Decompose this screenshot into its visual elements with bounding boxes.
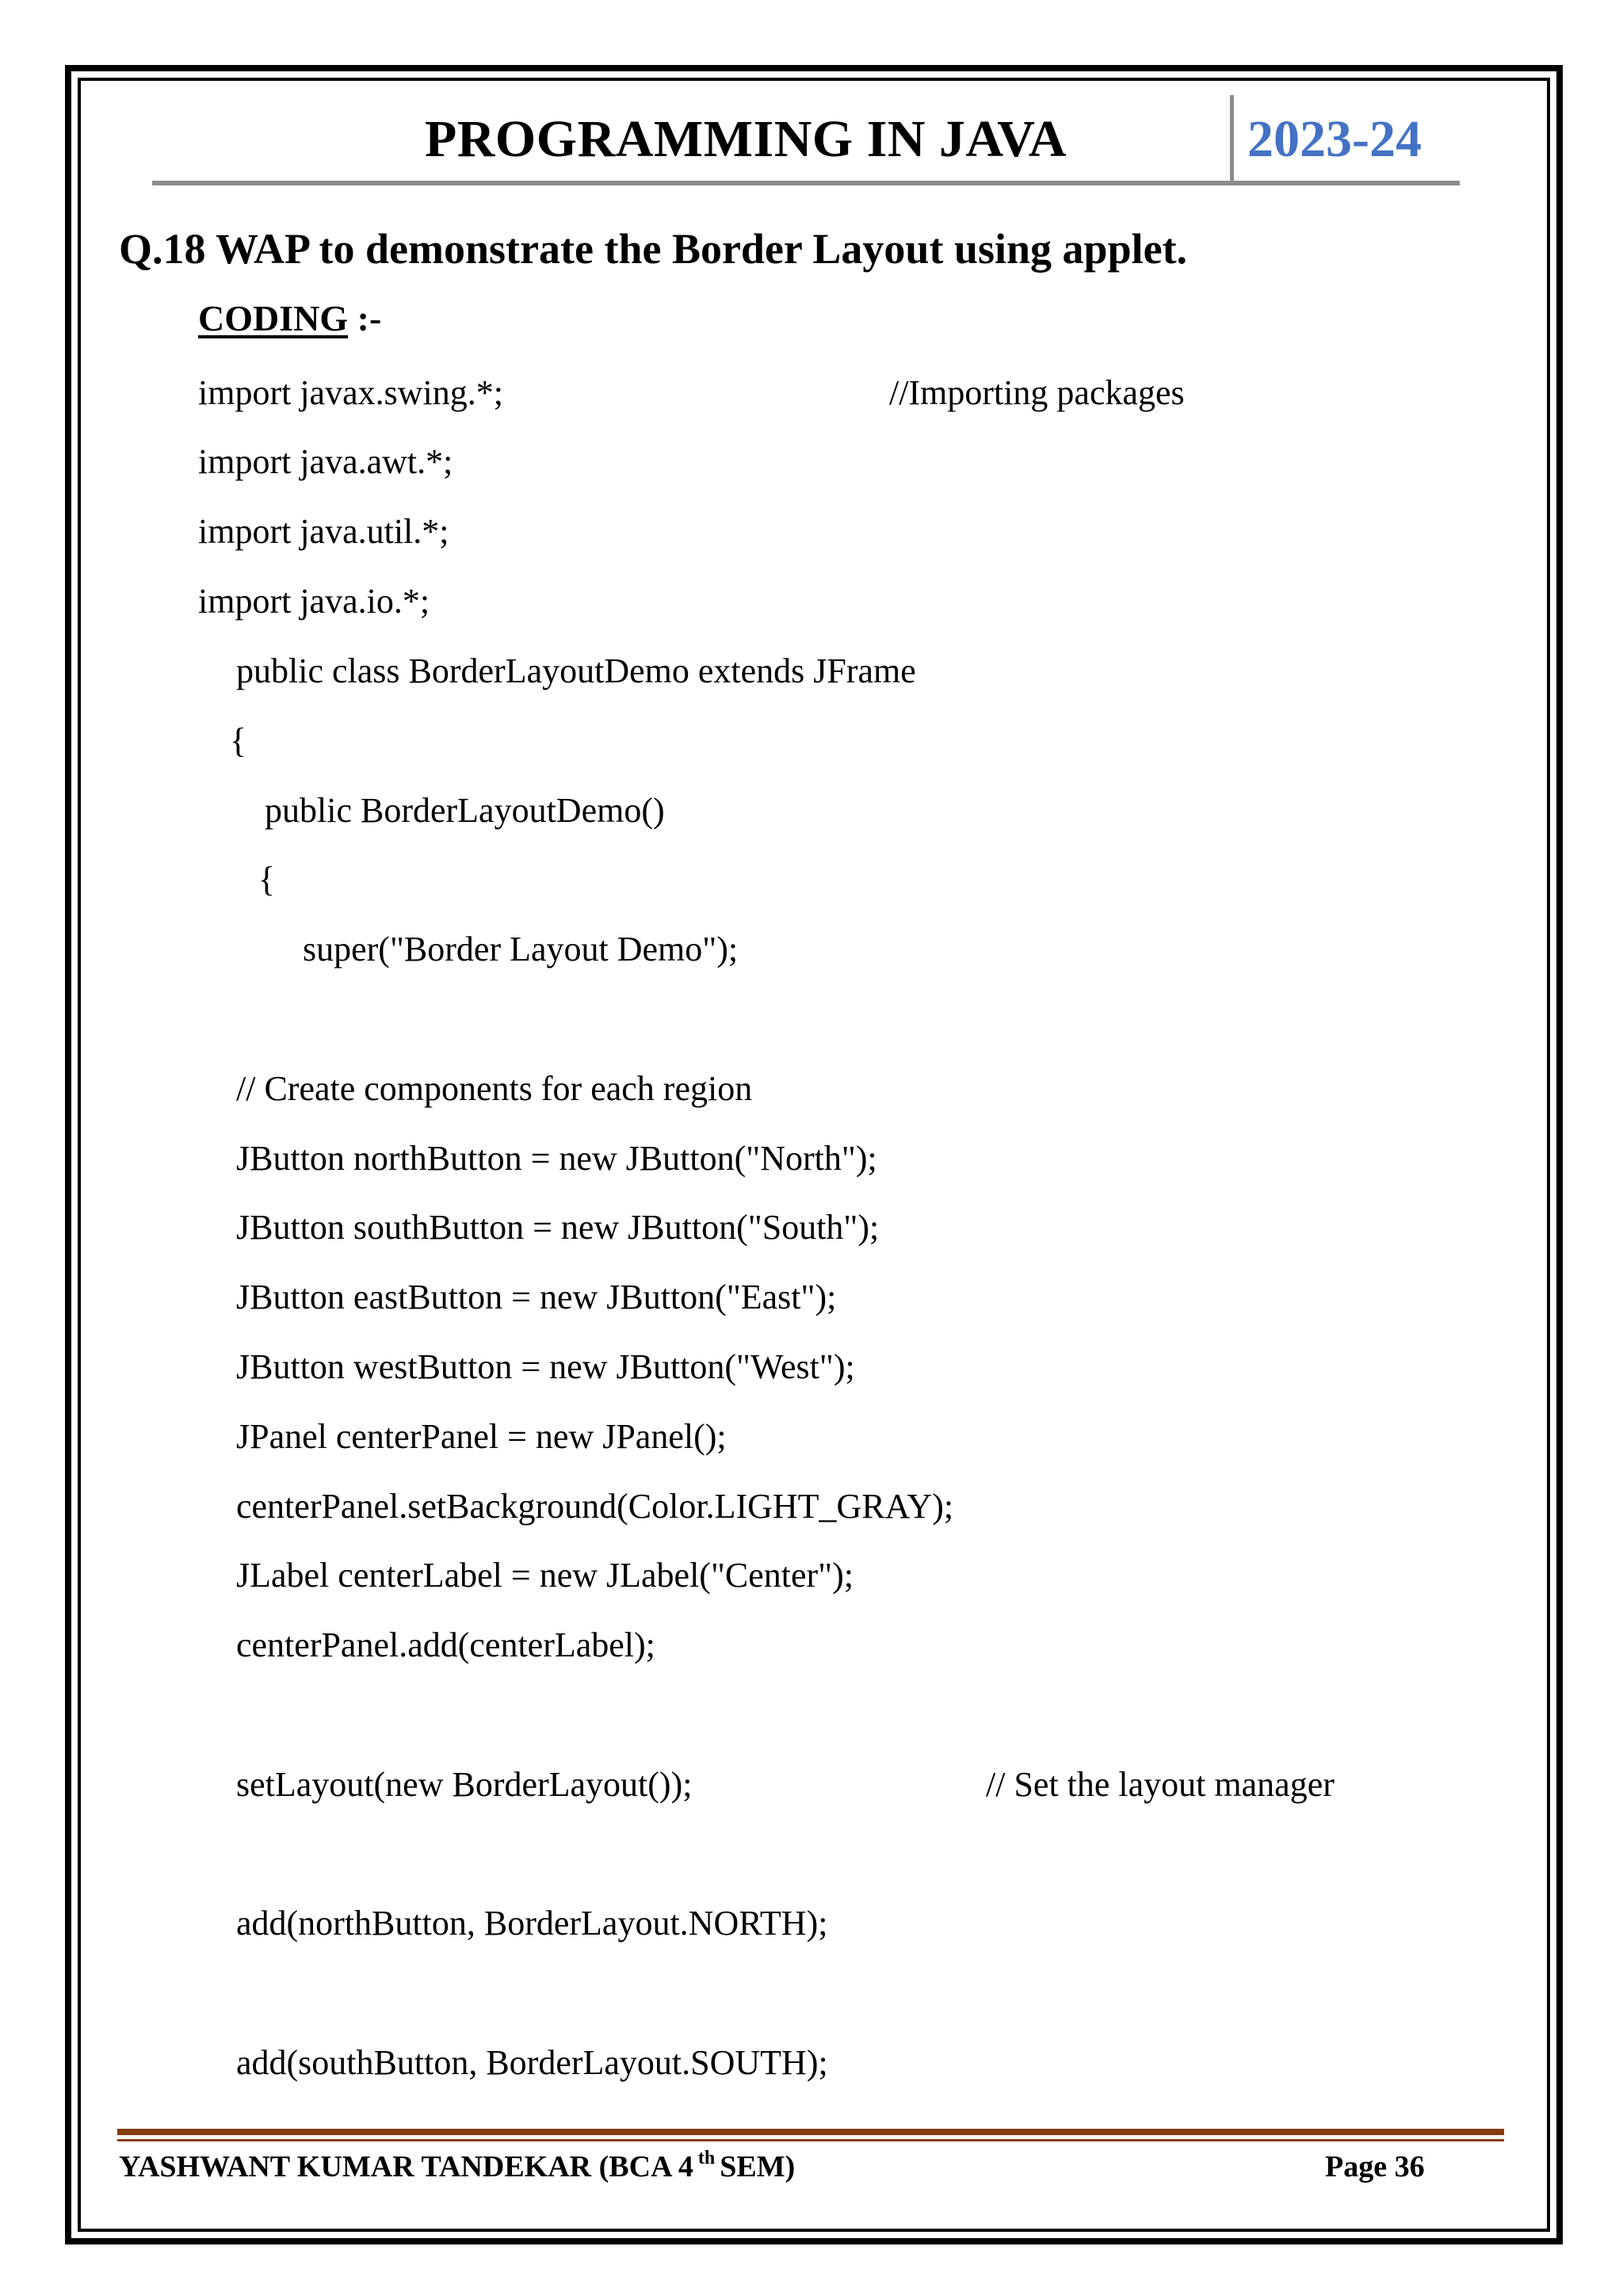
footer-author	[119, 2145, 795, 2189]
code-line: public class BorderLayoutDemo extends JFrame	[236, 651, 916, 690]
code-line: import java.util.*;	[198, 512, 449, 551]
code-line: import java.io.*;	[198, 582, 430, 621]
code-line: JPanel centerPanel = new JPanel();	[236, 1417, 727, 1456]
code-line: JButton northButton = new JButton("North");	[236, 1139, 877, 1178]
code-comment: // Create components for each region	[236, 1069, 753, 1108]
footer-author-name: YASHWANT KUMAR TANDEKAR (BCA 4	[119, 2150, 693, 2183]
code-comment: //Importing packages	[889, 373, 1185, 412]
header-rule	[152, 181, 1460, 185]
code-line: add(southButton, BorderLayout.SOUTH);	[236, 2043, 828, 2082]
code-line: JButton westButton = new JButton("West");	[236, 1347, 855, 1386]
header-title: PROGRAMMING IN JAVA	[424, 110, 1067, 168]
code-line: {	[230, 721, 247, 760]
code-line: JButton eastButton = new JButton("East");	[236, 1278, 837, 1316]
coding-heading	[198, 293, 381, 344]
footer-rule	[117, 2129, 1504, 2135]
coding-suffix: :-	[348, 298, 382, 338]
code-line: JButton southButton = new JButton("South");	[236, 1208, 880, 1247]
code-line: add(northButton, BorderLayout.NORTH);	[236, 1904, 828, 1943]
code-line: public BorderLayoutDemo()	[265, 791, 665, 830]
code-line: JLabel centerLabel = new JLabel("Center");	[236, 1556, 854, 1595]
code-line: centerPanel.add(centerLabel);	[236, 1626, 655, 1664]
code-comment: // Set the layout manager	[986, 1765, 1335, 1804]
code-line: super("Border Layout Demo");	[303, 930, 739, 968]
footer-author-sem: SEM)	[720, 2150, 796, 2183]
code-line: setLayout(new BorderLayout());	[236, 1765, 693, 1804]
page-number: Page 36	[1325, 2150, 1425, 2183]
code-line: import java.awt.*;	[198, 442, 453, 481]
code-line: {	[258, 860, 276, 899]
code-line: import javax.swing.*;	[198, 373, 503, 412]
coding-label: CODING	[198, 298, 349, 338]
header-divider	[1230, 95, 1234, 184]
footer-rule-thin	[117, 2139, 1504, 2141]
question-title: Q.18 WAP to demonstrate the Border Layout using applet.	[119, 225, 1188, 273]
code-line: centerPanel.setBackground(Color.LIGHT_GRAY);	[236, 1487, 954, 1526]
header-year: 2023-24	[1247, 110, 1422, 168]
footer-author-sup: th	[697, 2148, 716, 2168]
